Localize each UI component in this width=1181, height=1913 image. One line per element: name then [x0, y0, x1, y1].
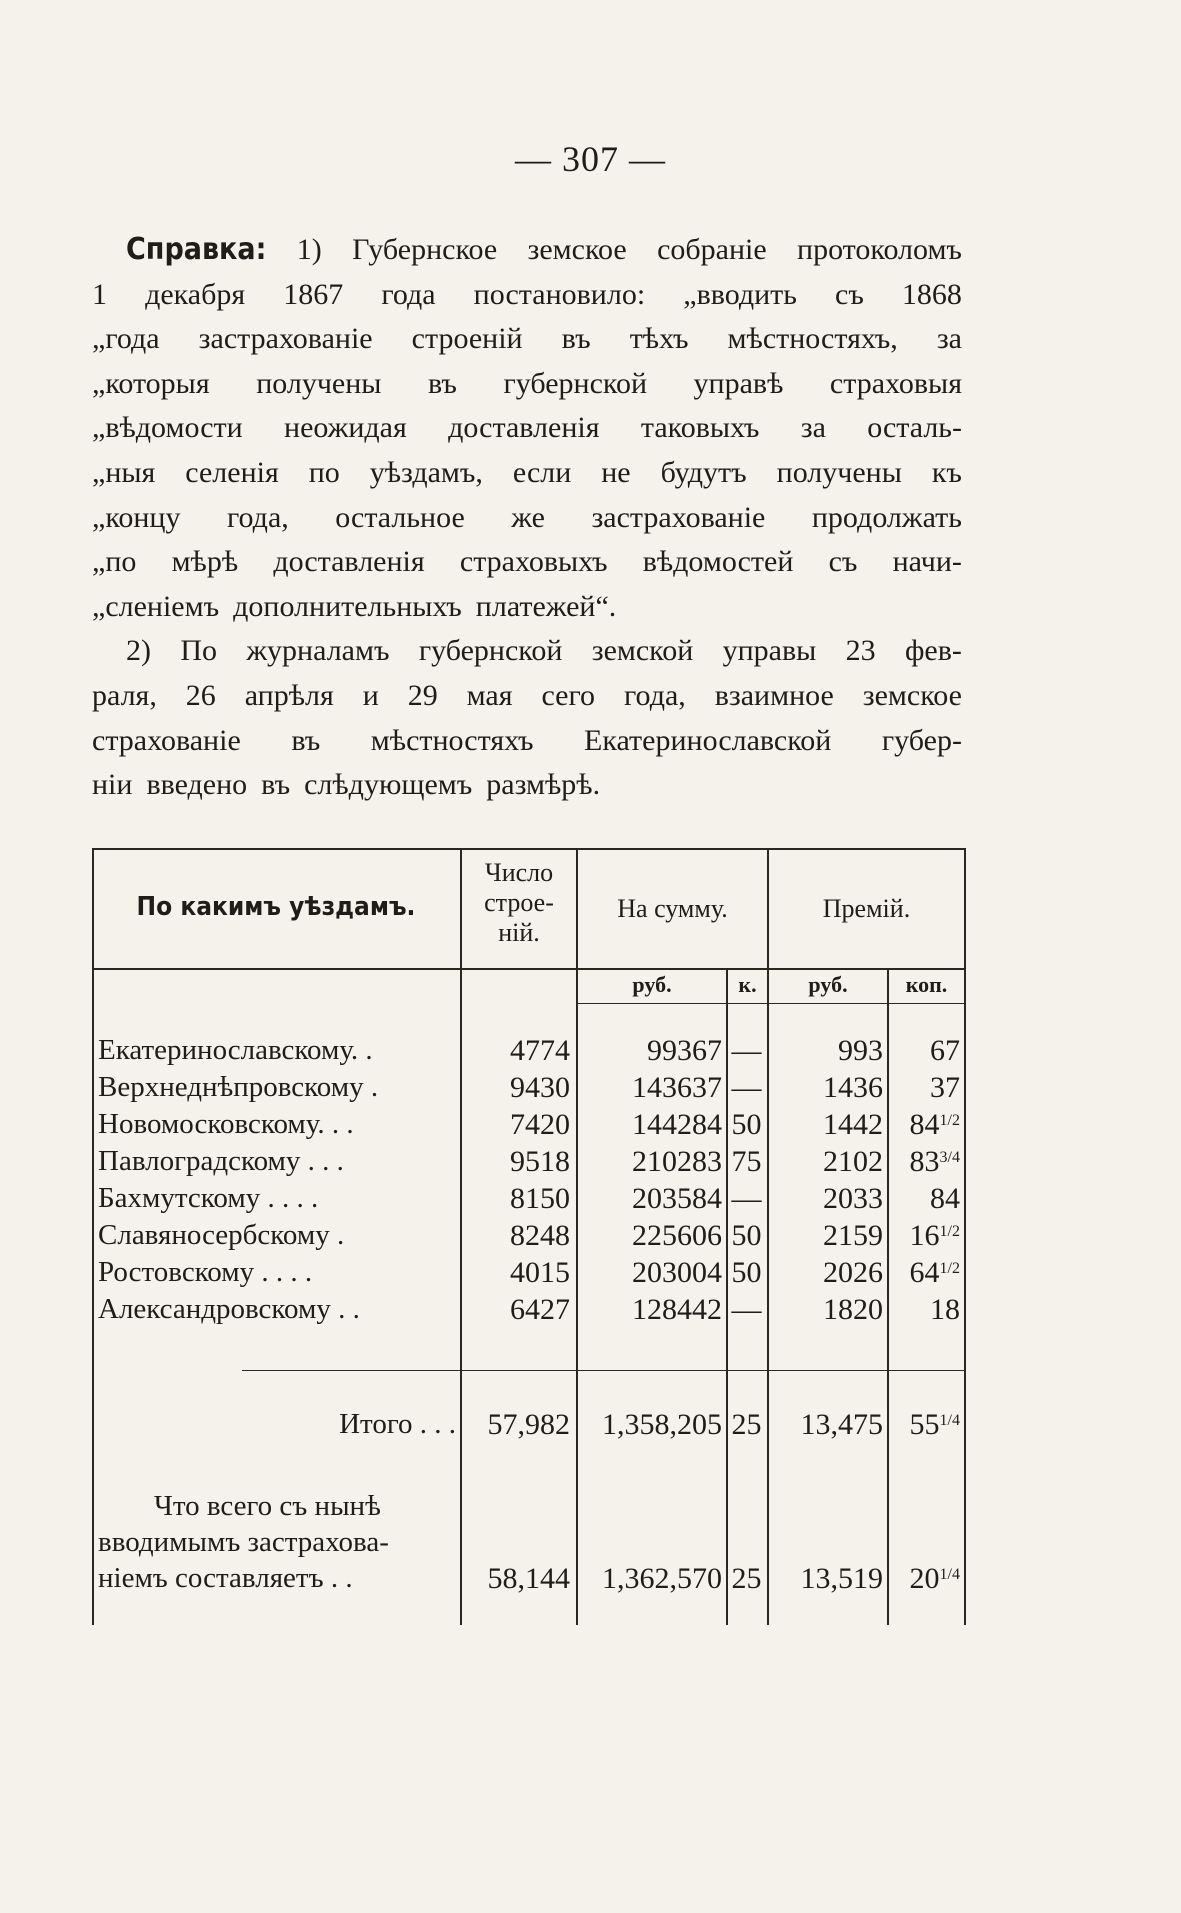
word: получены	[256, 366, 382, 400]
buildings-cell: 8248	[510, 1219, 570, 1252]
buildings-cell: 4774	[510, 1034, 570, 1067]
text-line	[92, 317, 962, 362]
text-line	[92, 585, 962, 630]
word: раля,	[92, 678, 157, 712]
word: года,	[624, 678, 686, 712]
word: земское	[862, 678, 962, 712]
word: губернской	[503, 366, 648, 400]
buildings-cell: 7420	[510, 1108, 570, 1141]
word: 1868	[901, 277, 962, 311]
word: управѣ	[693, 366, 784, 400]
page-number: — 307 —	[515, 139, 666, 179]
total-rule	[242, 1370, 964, 1371]
prem-rub-cell: 2033	[823, 1182, 883, 1215]
prem-kop-cell: 18	[930, 1293, 960, 1326]
prem-kop-cell: $83^{3/4}$	[909, 1145, 960, 1178]
word: „года	[92, 322, 160, 356]
subheader-prem-rub: руб.	[808, 972, 848, 997]
paragraph-2	[92, 629, 962, 807]
word: въ	[261, 768, 291, 802]
word: управы	[722, 634, 817, 668]
word: тѣхъ	[629, 322, 689, 356]
word: остальное	[335, 500, 465, 534]
word: и	[362, 678, 379, 712]
word: сего	[541, 678, 596, 712]
buildings-cell: 9518	[510, 1145, 570, 1178]
sum-rub-cell: 143637	[632, 1071, 722, 1104]
word: въ	[291, 723, 321, 757]
word: года	[381, 277, 436, 311]
header-buildings: Число строе- ній.	[484, 858, 554, 947]
word: мая	[466, 678, 513, 712]
word: платежей“.	[475, 589, 617, 623]
word: начи-	[892, 545, 962, 579]
prem-kop-cell: $55^{1/4}$	[909, 1408, 960, 1441]
word: Екатеринославской	[584, 723, 832, 757]
buildings-cell: 6427	[510, 1293, 570, 1326]
subheader-sum-kop: к.	[738, 972, 757, 997]
sum-rub-cell: 203004	[632, 1256, 722, 1289]
word: доставленія	[448, 411, 600, 445]
sum-kop-cell: —	[731, 1293, 762, 1326]
word: „вводить	[683, 277, 797, 311]
paragraph-1	[92, 228, 962, 629]
word: мѣстностяхъ	[370, 723, 534, 757]
word: мѣрѣ	[171, 545, 239, 579]
buildings-cell: 57,982	[487, 1408, 570, 1441]
word: „концу	[92, 500, 181, 534]
word: декабря	[145, 277, 246, 311]
text-line	[92, 228, 962, 273]
prem-kop-cell: 37	[930, 1071, 960, 1104]
table-top-rule	[92, 848, 966, 850]
table-left-rule	[92, 848, 94, 1625]
reference-label: Справка:	[126, 232, 267, 267]
word: застрахованіе	[198, 322, 373, 356]
body-text	[92, 228, 962, 808]
subheader-rule	[578, 1003, 966, 1004]
sum-kop-cell: —	[731, 1182, 762, 1215]
overall-label: Что всего съ нынѣ вводимымъ застрахова- ніемъ составляетъ . .	[98, 1490, 389, 1594]
word: губернской	[418, 634, 563, 668]
text-line	[92, 406, 962, 451]
word: „вѣдомости	[92, 411, 243, 445]
word: же	[511, 500, 545, 534]
word: „которыя	[92, 366, 210, 400]
district-name: Новомосковскому. . .	[98, 1108, 354, 1140]
word: земской	[591, 634, 694, 668]
word: года,	[226, 500, 289, 534]
word: продолжать	[811, 500, 962, 534]
word: по	[308, 455, 340, 489]
word: строеній	[411, 322, 523, 356]
district-name: Екатеринославскому. .	[98, 1034, 373, 1066]
word: не	[601, 455, 631, 489]
district-name: Бахмутскому . . . .	[98, 1182, 319, 1214]
buildings-cell: 9430	[510, 1071, 570, 1104]
word: собраніе	[657, 233, 767, 266]
prem-kop-cell: $84^{1/2}$	[909, 1108, 960, 1141]
sum-rub-cell: 210283	[632, 1145, 722, 1178]
sum-kop-cell: —	[731, 1034, 762, 1067]
header-sum: На сумму.	[617, 894, 728, 923]
buildings-cell: 58,144	[487, 1562, 570, 1595]
word: протоколомъ	[797, 233, 962, 266]
prem-rub-cell: 1436	[823, 1071, 883, 1104]
sum-rub-cell: 1,358,205	[602, 1408, 722, 1441]
text-line	[92, 719, 962, 764]
subheader-sum-rub: руб.	[632, 972, 672, 997]
word: доставленія	[273, 545, 425, 579]
sum-rub-cell: 1,362,570	[602, 1562, 722, 1595]
prem-rub-cell: 2159	[823, 1219, 883, 1252]
word: таковыхъ	[640, 411, 760, 445]
word: дополнительныхъ	[233, 589, 462, 623]
prem-kop-cell: $20^{1/4}$	[909, 1562, 960, 1595]
header-premium: Премій.	[822, 894, 911, 923]
word: введено	[146, 768, 248, 802]
word: 1	[92, 277, 107, 311]
word: апрѣля	[244, 678, 334, 712]
word: 2)	[126, 634, 151, 668]
sum-rub-cell: 144284	[632, 1108, 722, 1141]
district-name: Верхнеднѣпровскому .	[98, 1071, 379, 1103]
word: 1)	[296, 233, 322, 266]
subheader-prem-kop: коп.	[905, 972, 948, 997]
sum-kop-cell: 25	[731, 1562, 762, 1595]
word: размѣрѣ.	[486, 768, 601, 802]
word: „ныя	[92, 455, 156, 489]
header-bottom-rule	[92, 968, 966, 970]
text-line	[92, 496, 962, 541]
word: 23	[845, 634, 876, 668]
sum-kop-cell: 75	[731, 1145, 762, 1178]
district-name: Славяносербскому .	[98, 1219, 345, 1251]
word: журналамъ	[246, 634, 390, 668]
table-right-rule	[964, 848, 966, 1625]
word: страховыхъ	[459, 545, 608, 579]
prem-rub-cell: 2102	[823, 1145, 883, 1178]
word: осталь-	[867, 411, 962, 445]
word: 26	[185, 678, 216, 712]
word: если	[512, 455, 572, 489]
word: взаимное	[714, 678, 834, 712]
text-line	[92, 674, 962, 719]
district-name: Ростовскому . . . .	[98, 1256, 313, 1288]
word: земское	[527, 233, 627, 266]
prem-rub-cell: 2026	[823, 1256, 883, 1289]
header-district: По какимъ уѣздамъ.	[136, 892, 416, 922]
word: вѣдомостей	[642, 545, 794, 579]
sum-kop-cell: 50	[731, 1108, 762, 1141]
text-line	[92, 451, 962, 496]
word: уѣздамъ,	[369, 455, 483, 489]
sum-kop-cell: 50	[731, 1219, 762, 1252]
sum-kop-cell: 25	[731, 1408, 762, 1441]
word: страхованіе	[92, 723, 241, 757]
text-line	[92, 540, 962, 585]
prem-rub-cell: 1820	[823, 1293, 883, 1326]
statistics-table	[92, 848, 966, 1625]
prem-rub-cell: 993	[838, 1034, 883, 1067]
prem-rub-cell: 1442	[823, 1108, 883, 1141]
district-name: Александровскому . .	[98, 1293, 360, 1325]
prem-kop-cell: 67	[930, 1034, 960, 1067]
sum-rub-cell: 225606	[632, 1219, 722, 1252]
text-line	[92, 629, 962, 674]
buildings-cell: 8150	[510, 1182, 570, 1215]
sum-kop-cell: —	[731, 1071, 762, 1104]
prem-rub-cell: 13,519	[800, 1562, 883, 1595]
word: будутъ	[660, 455, 747, 489]
prem-kop-cell: $16^{1/2}$	[909, 1219, 960, 1252]
word: неожидая	[284, 411, 407, 445]
text-line	[92, 273, 962, 318]
word: за	[936, 322, 962, 356]
prem-kop-cell: 84	[930, 1182, 960, 1215]
word: „сленіемъ	[92, 589, 220, 623]
sum-rub-cell: 128442	[632, 1293, 722, 1326]
word: 1867	[283, 277, 344, 311]
word: ніи	[92, 768, 133, 802]
total-label: Итого . . .	[339, 1408, 456, 1440]
word: въ	[427, 366, 457, 400]
word: 29	[407, 678, 438, 712]
sum-rub-cell: 203584	[632, 1182, 722, 1215]
word: По	[180, 634, 217, 668]
buildings-cell: 4015	[510, 1256, 570, 1289]
word: застрахованіе	[591, 500, 766, 534]
sum-kop-cell: 50	[731, 1256, 762, 1289]
word: „по	[92, 545, 137, 579]
word: съ	[828, 545, 858, 579]
word: губер-	[881, 723, 962, 757]
word: постановило:	[473, 277, 646, 311]
prem-kop-cell: $64^{1/2}$	[909, 1256, 960, 1289]
word: получены	[776, 455, 902, 489]
sum-rub-cell: 99367	[647, 1034, 722, 1067]
word: къ	[931, 455, 962, 489]
word: фев-	[904, 634, 962, 668]
text-line	[92, 763, 962, 808]
text-line	[92, 362, 962, 407]
word: слѣдующемъ	[304, 768, 473, 802]
word: за	[800, 411, 826, 445]
word: Губернское	[352, 233, 498, 266]
word: селенія	[185, 455, 279, 489]
word: въ	[561, 322, 591, 356]
word: мѣстностяхъ,	[727, 322, 898, 356]
word: страховыя	[829, 366, 962, 400]
prem-rub-cell: 13,475	[800, 1408, 883, 1441]
district-name: Павлоградскому . . .	[98, 1145, 344, 1177]
word: съ	[835, 277, 864, 311]
